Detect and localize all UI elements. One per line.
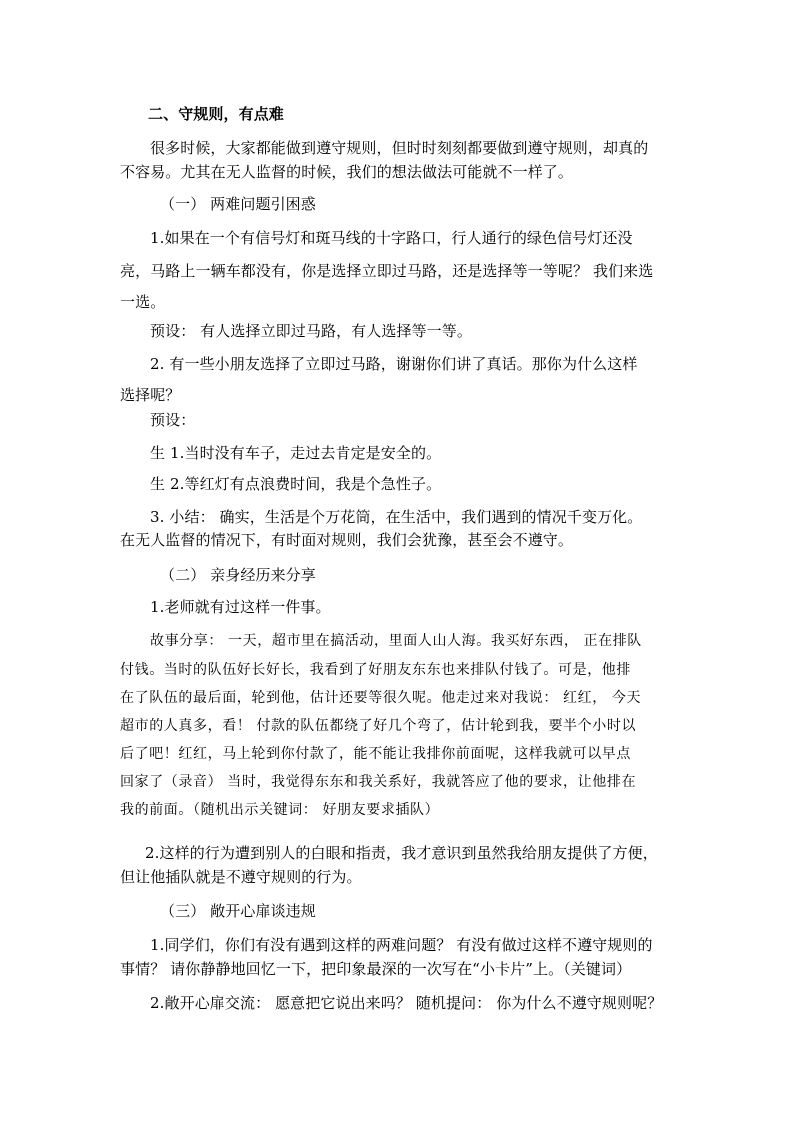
question-1-line-2: 亮，马路上一辆车都没有，你是选择立即过马路，还是选择等一等呢？ 我们来选 xyxy=(120,262,654,280)
question-1-line-3: 一选。 xyxy=(120,293,166,311)
story-line-6: 回家了（录音） 当时，我觉得东东和我关系好，我就答应了他的要求，让他排在 xyxy=(120,774,637,790)
story-line-1: 故事分享： 一天，超市里在搞活动，里面人山人海。我买好东西， 正在排队 xyxy=(150,633,642,649)
question-2-line-1: 2. 有一些小朋友选择了立即过马路，谢谢你们讲了真话。那你为什么这样 xyxy=(150,355,638,373)
reflection-line-2: 但让他插队就是不遵守规则的行为。 xyxy=(120,868,362,886)
student-answer-2: 生 2.等红灯有点浪费时间，我是个急性子。 xyxy=(150,475,442,493)
subsection-3-heading: （三） 敞开心扉谈违规 xyxy=(160,902,316,920)
teacher-story-intro: 1.老师就有过这样一件事。 xyxy=(150,598,331,616)
story-line-5: 后了吧！红红，马上轮到你付款了，能不能让我排你前面呢，这样我就可以早点 xyxy=(120,746,631,762)
story-line-7: 我的前面。（随机出示关键词： 好朋友要求插队） xyxy=(120,802,440,818)
question-2-line-2: 选择呢？ xyxy=(120,386,181,404)
subsection-2-heading: （二） 亲身经历来分享 xyxy=(160,566,316,584)
story-line-4: 超市的人真多，看！ 付款的队伍都绕了好几个弯了，估计轮到我，要半个小时以 xyxy=(120,718,637,734)
student-answer-1: 生 1.当时没有车子，走过去肯定是安全的。 xyxy=(150,444,442,462)
subsection-1-heading: （一） 两难问题引困惑 xyxy=(160,195,316,213)
preset-1: 预设： 有人选择立即过马路，有人选择等一等。 xyxy=(150,322,472,340)
open-sharing-line: 2.敞开心扉交流： 愿意把它说出来吗？ 随机提问： 你为什么不遵守规则呢？ xyxy=(150,994,663,1012)
recall-line-2: 事情？ 请你静静地回忆一下，把印象最深的一次写在“小卡片”上。（关键词） xyxy=(120,960,632,978)
question-1-line-1: 1.如果在一个有信号灯和斑马线的十字路口，行人通行的绿色信号灯还没 xyxy=(150,229,633,247)
reflection-line-1: 2.这样的行为遭到别人的白眼和指责，我才意识到虽然我给朋友提供了方便， xyxy=(145,844,658,862)
summary-line-1: 3. 小结： 确实，生活是个万花筒，在生活中，我们遇到的情况千变万化。 xyxy=(150,508,643,526)
intro-line-2: 不容易。尤其在无人监督的时候，我们的想法做法可能就不一样了。 xyxy=(120,163,574,181)
story-line-3: 在了队伍的最后面，轮到他，估计还要等很久呢。他走过来对我说： 红红， 今天 xyxy=(120,690,642,706)
intro-line-1: 很多时候，大家都能做到遵守规则，但时时刻刻都要做到遵守规则，却真的 xyxy=(150,139,649,157)
preset-2: 预设： xyxy=(150,411,196,429)
summary-line-2: 在无人监督的情况下，有时面对规则，我们会犹豫，甚至会不遵守。 xyxy=(120,531,574,549)
recall-line-1: 1.同学们，你们有没有遇到这样的两难问题？ 有没有做过这样不遵守规则的 xyxy=(150,936,653,954)
story-line-2: 付钱。当时的队伍好长好长，我看到了好朋友东东也来排队付钱了。可是，他排 xyxy=(120,662,631,678)
section-title: 二、守规则，有点难 xyxy=(148,105,284,123)
